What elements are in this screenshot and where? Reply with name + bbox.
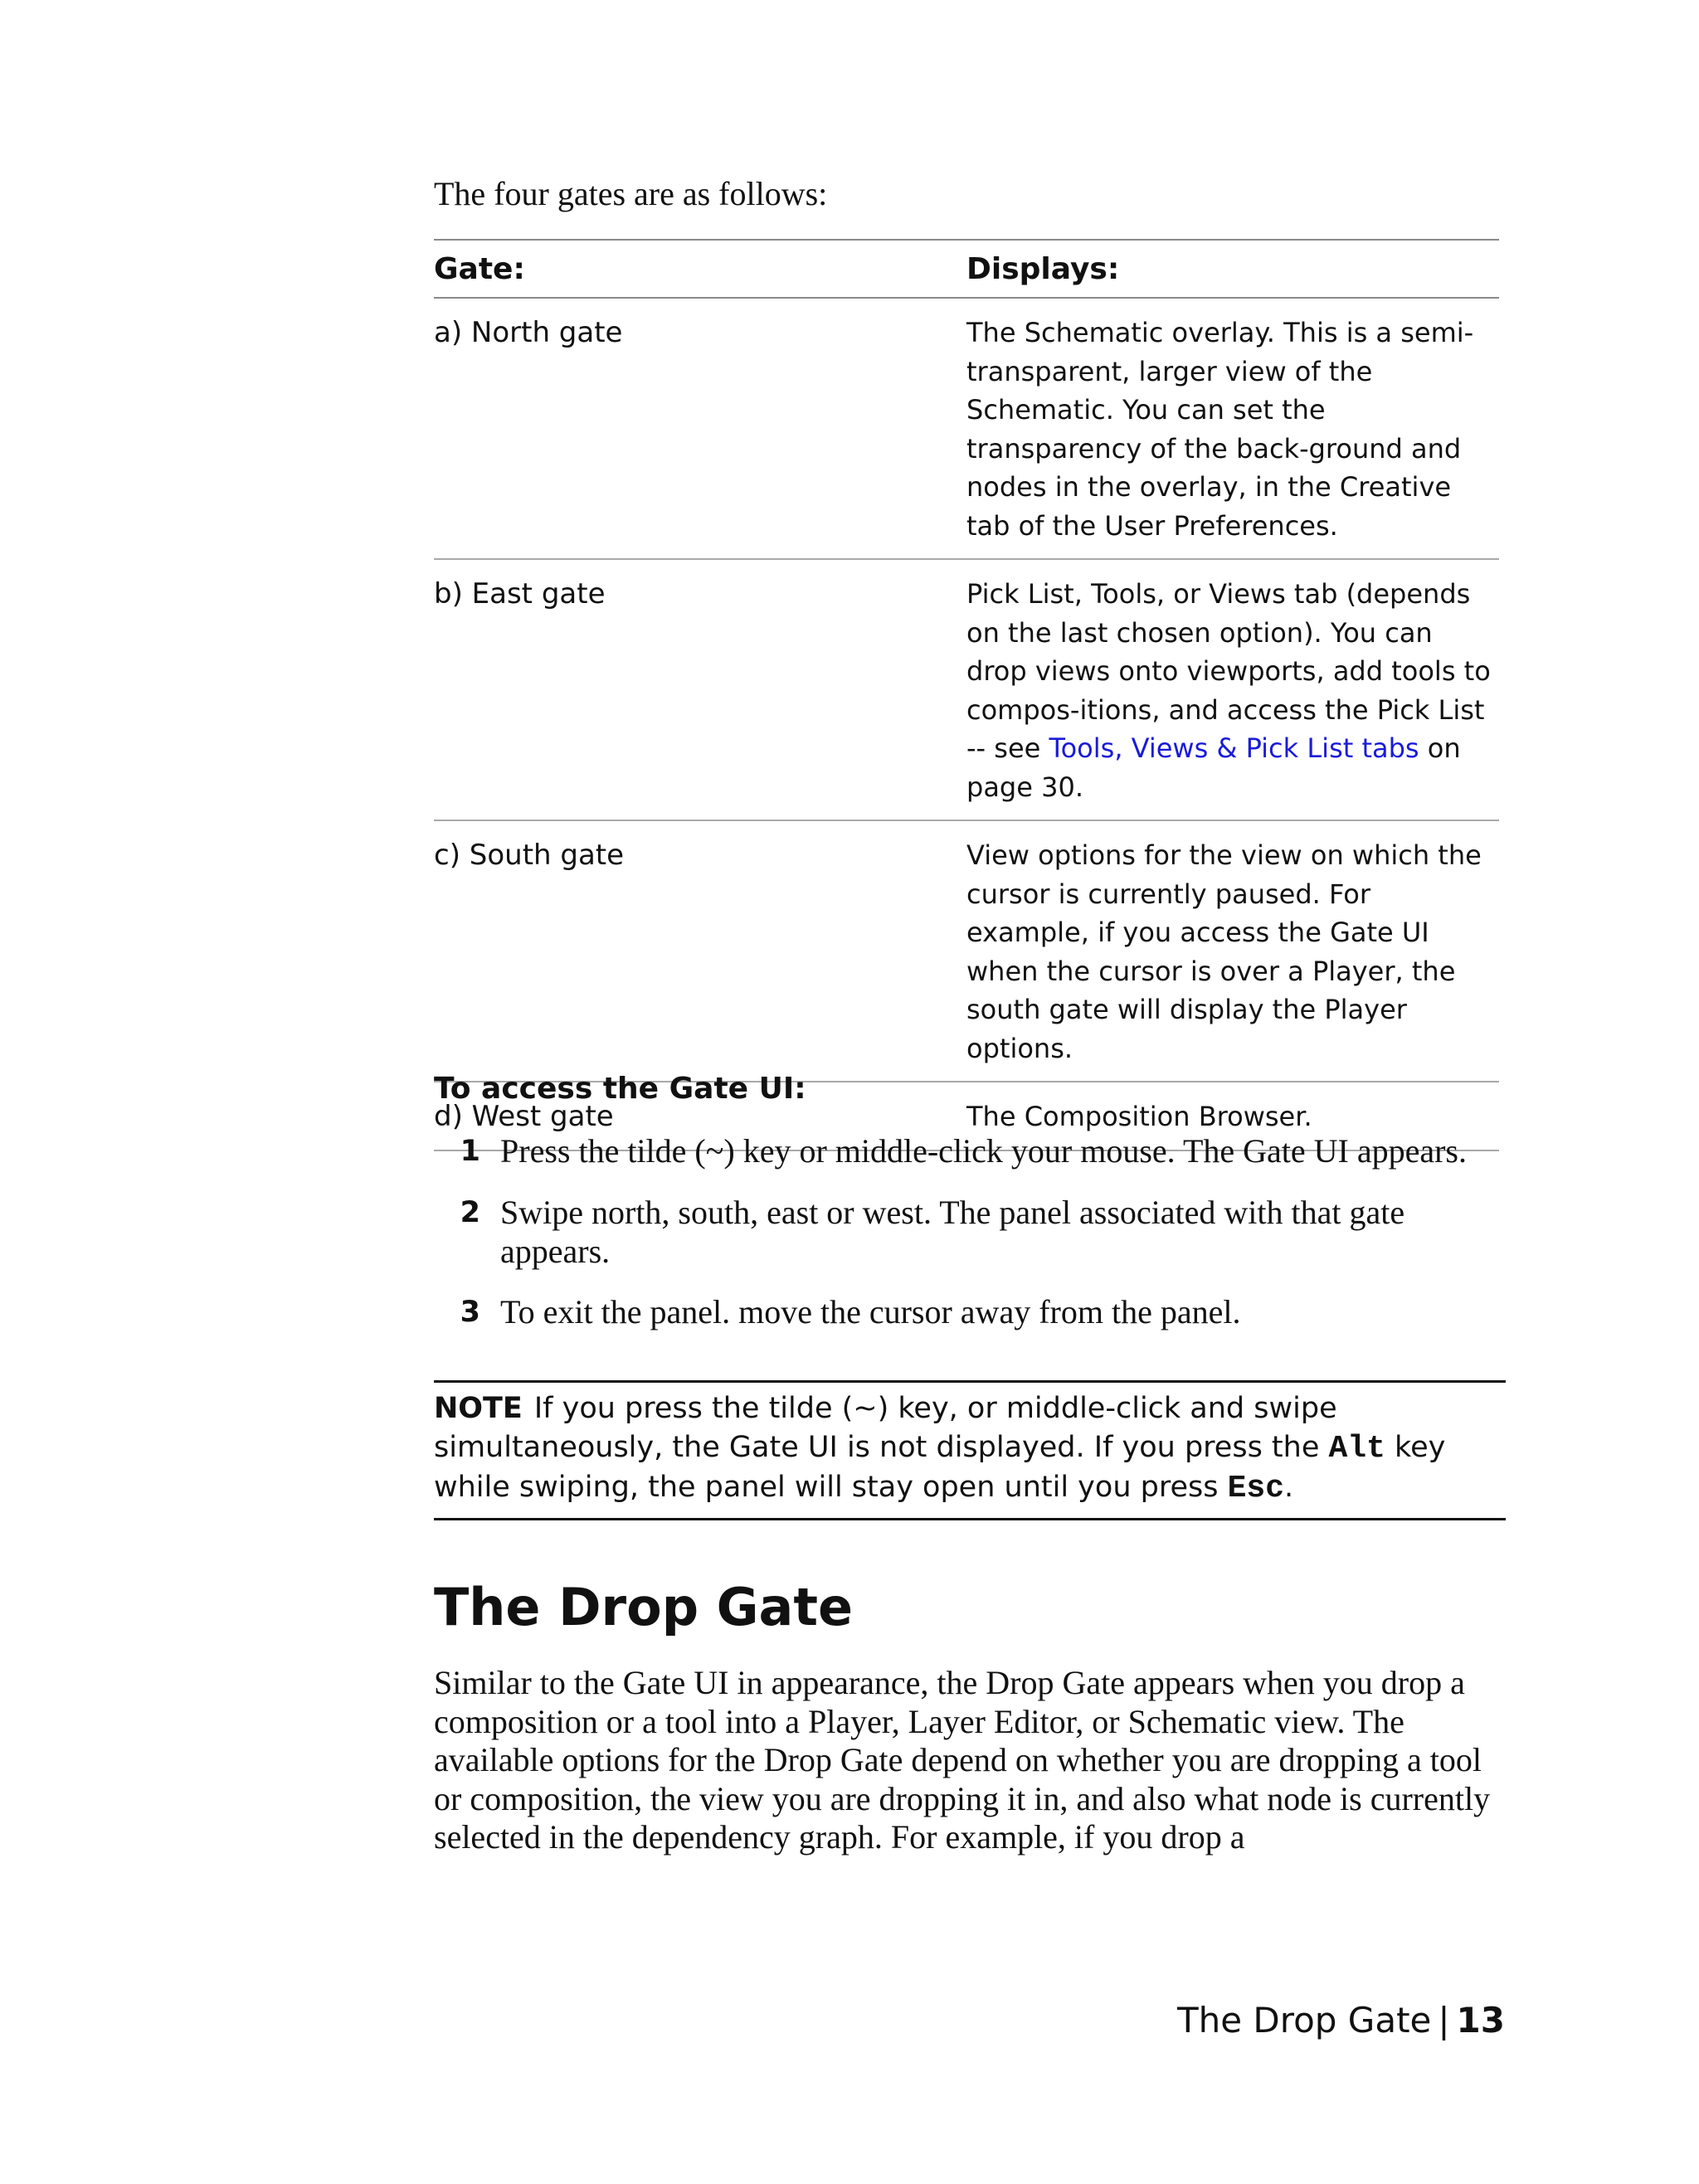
display-text: Pick List, Tools, or Views tab (depends on the last chosen option). You can drop views onto viewports, add tools to compos-itions, and access the Pick List -- see bbox=[966, 578, 1491, 764]
procedure-title: To access the Gate UI: bbox=[434, 1072, 806, 1106]
page-footer bbox=[1177, 1997, 1505, 2044]
gate-name: d) West gate bbox=[434, 1100, 614, 1133]
keyboard-key: Esc bbox=[1227, 1471, 1285, 1506]
gate-name: b) East gate bbox=[434, 577, 606, 610]
gate-name: c) South gate bbox=[434, 839, 625, 872]
step-item bbox=[434, 1292, 1512, 1332]
step-text: To exit the panel. move the cursor away from the panel. bbox=[500, 1293, 1241, 1330]
note-text: . bbox=[1284, 1471, 1294, 1504]
body-paragraph: Similar to the Gate UI in appearance, the Drop Gate appears when you drop a composition or a tool into a Player, Layer Editor, or Schematic view. The available options for the Drop Gate depend on whether you are dropping a tool or composition, the view you are dropping it in, and also what node is currently selected in the dependency graph. For example, if you drop a bbox=[434, 1664, 1491, 1856]
gate-display: The Composition Browser. bbox=[966, 1101, 1312, 1132]
gate-name: a) North gate bbox=[434, 316, 623, 349]
procedure-steps bbox=[434, 1131, 1512, 1354]
footer-separator: | bbox=[1438, 2000, 1450, 2041]
intro-text: The four gates are as follows: bbox=[434, 175, 828, 212]
section-heading: The Drop Gate bbox=[434, 1577, 854, 1637]
keyboard-key: Alt bbox=[1328, 1431, 1385, 1467]
step-number: 2 bbox=[460, 1196, 480, 1229]
step-number: 3 bbox=[460, 1296, 480, 1329]
table-header-row bbox=[434, 240, 1499, 298]
display-text: on page 30. bbox=[966, 732, 1461, 803]
step-item bbox=[434, 1193, 1512, 1271]
note-label: NOTE bbox=[434, 1392, 523, 1425]
gates-table bbox=[434, 239, 1499, 1151]
header-displays: Displays: bbox=[966, 251, 1120, 286]
table-row bbox=[434, 559, 1499, 820]
note-box bbox=[434, 1380, 1506, 1520]
gate-display: View options for the view on which the cursor is currently paused. For example, if you access the Gate UI when the cursor is over a Player, the south gate will display the Player options. bbox=[966, 839, 1482, 1064]
step-number: 1 bbox=[460, 1135, 480, 1168]
step-item bbox=[434, 1131, 1512, 1171]
page-number: 13 bbox=[1456, 2000, 1505, 2041]
note-text: If you press the tilde (~) key, or middle-click and swipe simultaneously, the Gate UI is not displayed. If you press the bbox=[434, 1392, 1337, 1464]
note-text: key while swiping, the panel will stay open until you press bbox=[434, 1431, 1446, 1504]
step-text: Swipe north, south, east or west. The panel associated with that gate appears. bbox=[500, 1194, 1405, 1270]
gate-display bbox=[966, 559, 1499, 820]
header-gate: Gate: bbox=[434, 251, 525, 286]
table-row bbox=[434, 820, 1499, 1082]
table-row bbox=[434, 298, 1499, 559]
gate-display: The Schematic overlay. This is a semi-transparent, larger view of the Schematic. You can set the transparency of the back-ground and nodes in the overlay, in the Creative tab of the User Preferences. bbox=[966, 317, 1474, 542]
cross-reference-link[interactable]: Tools, Views & Pick List tabs bbox=[1049, 732, 1419, 764]
footer-section-title: The Drop Gate bbox=[1176, 2000, 1432, 2041]
step-text: Press the tilde (~) key or middle-click your mouse. The Gate UI appears. bbox=[500, 1132, 1467, 1170]
